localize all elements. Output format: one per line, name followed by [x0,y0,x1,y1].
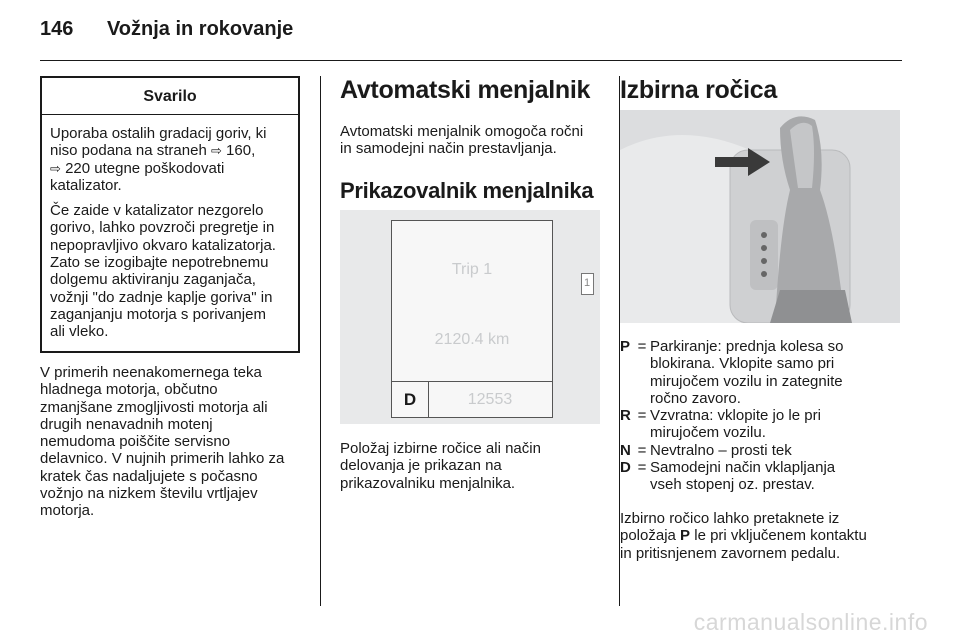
warning-line: Uporaba ostalih gradacij goriv, ki [50,125,267,142]
page-number: 146 [40,18,74,40]
text-line: in pritisnjenem zavornem pedalu. [620,544,841,562]
text-line: V primerih neenakomernega teka [40,364,262,381]
list-item: N = Nevtralno – prosti tek [620,442,910,459]
column-divider-1 [320,76,321,606]
warning-title: Svarilo [42,78,298,115]
text-line: le pri vključenem kontaktu [690,527,867,545]
text-line: nemudoma poiščite servisno [40,433,231,451]
gear-key: P [620,338,631,355]
text-line: položaja [620,527,681,545]
gear-position: D [392,382,429,418]
text-line: delavnico. V nujnih primerih lahko za [40,450,285,468]
page-reference[interactable]: 220 utegne poškodovati [60,159,225,177]
page-reference-arrow-icon: ⇨ [210,143,222,159]
text-line: in samodejni način prestavljanja. [340,140,557,158]
text-line: delovanja je prikazan na [340,457,502,475]
text-line: kratek čas nadaljujete s počasno [40,467,258,485]
text-line: Položaj izbirne ročice ali način [340,440,541,457]
page-header [40,18,293,41]
text-line: vožnjo na nizkem številu vrtljajev [40,485,258,503]
odometer-value: 12553 [467,391,513,408]
text-line: hladnega motorja, občutno [40,381,218,399]
text-line: mirujočem vozilu. [650,424,766,442]
gear-lever-image [620,110,900,323]
gear-key: N [620,441,631,459]
page-reference[interactable]: 160, [221,142,256,160]
chapter-title: Vožnja in rokovanje [106,18,294,40]
text-line: ročno zavoro. [650,389,741,407]
watermark: carmanualsonline.info [693,609,928,635]
text-line: Avtomatski menjalnik omogoča ročni [340,123,584,140]
warning-line: nepopravljivo okvaro katalizatorja. [50,236,276,254]
warning-line: vožnji "do zadnje kaplje goriva" in [50,288,273,306]
text-line: drugih nenavadnih motenj [40,415,213,433]
gear-description [650,442,910,459]
warning-line: gorivo, lahko povzroči pregretje in [50,219,275,237]
warning-paragraph-2 [50,202,290,340]
gear-description [650,459,910,494]
display-screen [391,220,591,418]
intro-paragraph [340,123,610,158]
warning-paragraph-1 [50,125,290,194]
warning-line: ali vleko. [50,323,109,341]
warning-line: Če zaide v katalizator nezgorelo [50,202,264,220]
text-line: zmanjšane zmogljivosti motorja ali [40,398,268,416]
trip-distance: 2120.4 km [434,331,510,348]
warning-box [40,76,300,353]
gear-position-list [620,338,910,494]
body-paragraph-left [40,364,310,520]
gear-description [650,338,910,407]
gear-key: D [620,459,631,477]
gear-indicator-icon [581,273,594,295]
warning-line: dolgemu aktiviranju zaganjača, [50,271,256,289]
list-item: R = Vzvratna: vklopite jo le pri mirujočem vozilu. [620,407,910,442]
gear-indicator-label: 1 [584,277,591,289]
section-title: Avtomatski menjalnik [340,76,591,104]
display-caption [340,440,610,492]
section-title-selector: Izbirna ročica [620,76,777,104]
text-line: vseh stopenj oz. prestav. [650,476,815,494]
text-line: blokirana. Vklopite samo pri [650,355,835,373]
text-line: Vzvratna: vklopite jo le pri [650,407,821,425]
text-line: Izbirno ročico lahko pretaknete iz [620,510,840,527]
trip-label: Trip 1 [451,261,493,278]
gear-key-inline: P [680,527,691,545]
odometer-row [392,381,552,418]
gear-key: R [620,407,631,425]
text-line: Samodejni način vklapljanja [650,459,836,477]
text-line: mirujočem vozilu in zategnite [650,372,843,390]
text-line: prikazovalniku menjalnika. [340,474,516,492]
warning-line: niso podana na straneh [50,142,211,160]
gear-lever-photo [620,110,900,323]
text-line: motorja. [40,502,95,520]
warning-line: katalizator. [50,176,122,194]
text-line: Nevtralno – prosti tek [650,441,792,459]
header-rule [40,60,902,61]
page-reference-arrow-icon: ⇨ [50,160,61,176]
gear-description [650,407,910,442]
subsection-title: Prikazovalnik menjalnika [340,178,594,203]
warning-line: Zato se izogibajte nepotrebnemu [50,254,269,272]
transmission-display-illustration [340,210,600,424]
warning-line: zaganjanju motorja s porivanjem [50,305,266,323]
selector-paragraph [620,510,910,562]
list-item: D = Samodejni način vklapljanja vseh stopenj oz. prestav. [620,459,910,494]
text-line: Parkiranje: prednja kolesa so [650,338,844,355]
list-item: P = Parkiranje: prednja kolesa so blokirana. Vklopite samo pri mirujočem vozilu in zategnite ročno zavoro. [620,338,910,407]
